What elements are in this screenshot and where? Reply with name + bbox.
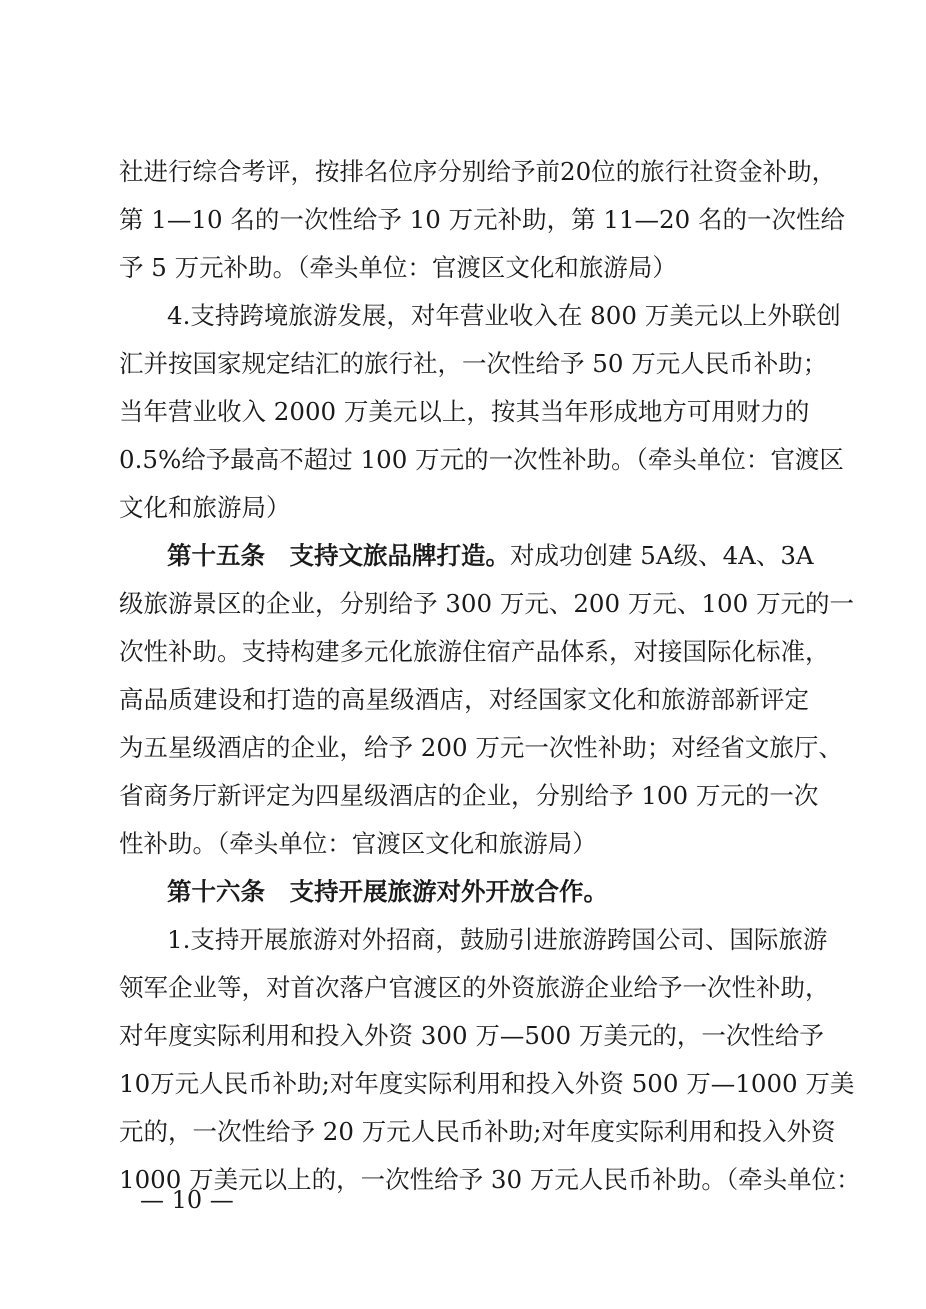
text-line: 省商务厅新评定为四星级酒店的企业，分别给予 100 万元的一次 [119, 781, 819, 810]
text-line: 第 1—10 名的一次性给予 10 万元补助，第 11—20 名的一次性给 [119, 205, 846, 234]
article-15-heading: 第十五条 支持文旅品牌打造。 [167, 541, 510, 570]
text-line: 性补助。（牵头单位：官渡区文化和旅游局） [119, 829, 597, 858]
text-line: 予 5 万元补助。（牵头单位：官渡区文化和旅游局） [119, 253, 677, 282]
text-line: 1000 万美元以上的，一次性给予 30 万元人民币补助。（牵头单位： [119, 1165, 861, 1194]
article-15-line: 第十五条 支持文旅品牌打造。对成功创建 5A级、4A、3A [167, 541, 814, 570]
page-number: — 10 — [140, 1186, 234, 1214]
text-line: 级旅游景区的企业，分别给予 300 万元、200 万元、100 万元的一 [119, 589, 854, 618]
text-line: 元的，一次性给予 20 万元人民币补助;对年度实际利用和投入外资 [119, 1117, 836, 1146]
text-line: 汇并按国家规定结汇的旅行社，一次性给予 50 万元人民币补助； [119, 349, 828, 378]
text-line: 4.支持跨境旅游发展，对年营业收入在 800 万美元以上外联创 [167, 301, 841, 330]
text-line: 社进行综合考评，按排名位序分别给予前20位的旅行社资金补助， [119, 157, 837, 186]
text-line: 领军企业等，对首次落户官渡区的外资旅游企业给予一次性补助， [119, 973, 830, 1002]
article-16-heading: 第十六条 支持开展旅游对外开放合作。 [167, 877, 608, 906]
text-line: 次性补助。支持构建多元化旅游住宿产品体系，对接国际化标准， [119, 637, 830, 666]
article-16-line [167, 877, 809, 907]
text-line: 对年度实际利用和投入外资 300 万—500 万美元的，一次性给予 [119, 1021, 824, 1050]
text-line: 1.支持开展旅游对外招商，鼓励引进旅游跨国公司、国际旅游 [167, 925, 828, 954]
text-line: 为五星级酒店的企业，给予 200 万元一次性补助；对经省文旅厅、 [119, 733, 843, 762]
text-line: 高品质建设和打造的高星级酒店，对经国家文化和旅游部新评定 [119, 685, 809, 714]
text-line: 文化和旅游局） [119, 493, 291, 522]
text-line: 0.5%给予最高不超过 100 万元的一次性补助。（牵头单位：官渡区 [119, 445, 844, 474]
text-line: 10万元人民币补助;对年度实际利用和投入外资 500 万—1000 万美 [119, 1069, 855, 1098]
text-line: 当年营业收入 2000 万美元以上，按其当年形成地方可用财力的 [119, 397, 810, 426]
